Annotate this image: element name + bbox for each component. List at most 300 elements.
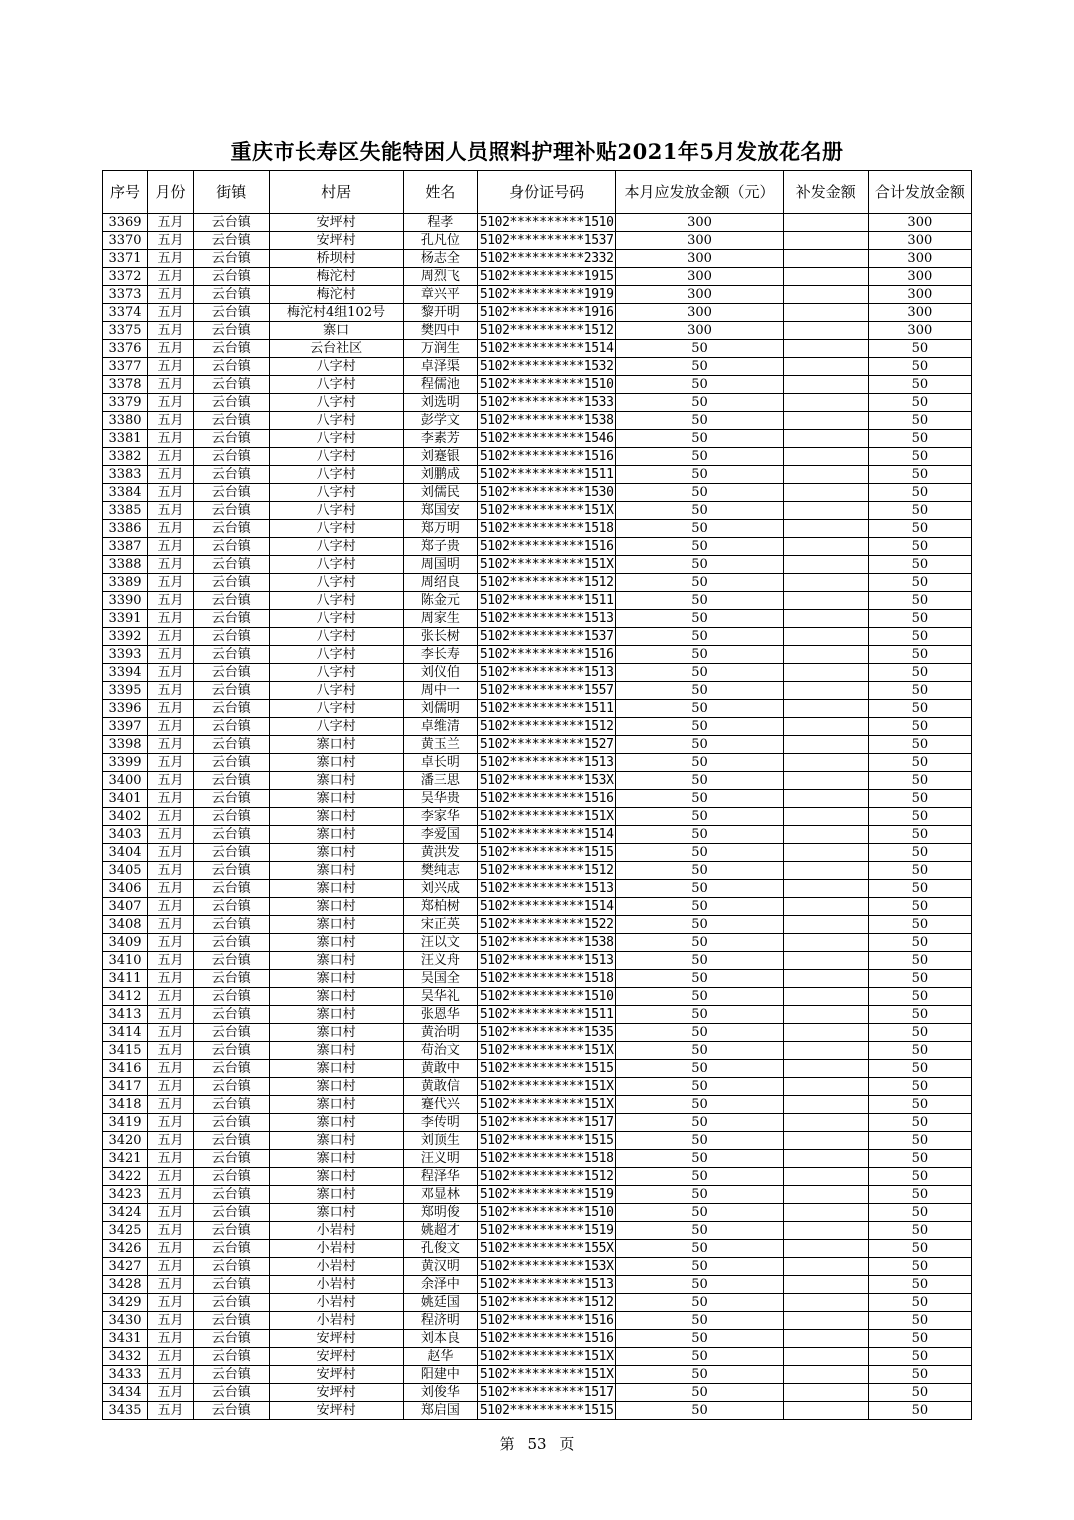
cell-seq: 3383 [103, 466, 148, 484]
cell-name: 程孝 [403, 214, 478, 232]
cell-village: 小岩村 [269, 1240, 403, 1258]
cell-village: 小岩村 [269, 1276, 403, 1294]
cell-seq: 3429 [103, 1294, 148, 1312]
cell-month: 五月 [147, 430, 193, 448]
cell-town: 云台镇 [193, 538, 269, 556]
cell-month: 五月 [147, 304, 193, 322]
cell-village: 八字村 [269, 448, 403, 466]
cell-name: 李爱国 [403, 826, 478, 844]
cell-name: 吴华礼 [403, 988, 478, 1006]
cell-month: 五月 [147, 934, 193, 952]
table-row [103, 412, 972, 430]
cell-monthly-amount: 50 [616, 448, 784, 466]
cell-id-number: 5102**********1537 [478, 628, 616, 646]
table-row [103, 628, 972, 646]
cell-month: 五月 [147, 1024, 193, 1042]
cell-village: 八字村 [269, 592, 403, 610]
table-row [103, 1276, 972, 1294]
cell-town: 云台镇 [193, 610, 269, 628]
cell-supplement-amount [783, 556, 868, 574]
cell-seq: 3418 [103, 1096, 148, 1114]
cell-village: 八字村 [269, 430, 403, 448]
cell-monthly-amount: 50 [616, 916, 784, 934]
cell-village: 寨口村 [269, 1096, 403, 1114]
cell-name: 李素芳 [403, 430, 478, 448]
cell-name: 宋正英 [403, 916, 478, 934]
cell-seq: 3382 [103, 448, 148, 466]
cell-monthly-amount: 50 [616, 1024, 784, 1042]
cell-supplement-amount [783, 1078, 868, 1096]
cell-supplement-amount [783, 862, 868, 880]
cell-seq: 3392 [103, 628, 148, 646]
table-row [103, 952, 972, 970]
cell-id-number: 5102**********1515 [478, 1402, 616, 1420]
cell-total-amount: 50 [868, 574, 971, 592]
cell-id-number: 5102**********1518 [478, 520, 616, 538]
cell-month: 五月 [147, 1114, 193, 1132]
cell-supplement-amount [783, 340, 868, 358]
cell-month: 五月 [147, 844, 193, 862]
cell-monthly-amount: 50 [616, 1114, 784, 1132]
cell-name: 汪义明 [403, 1150, 478, 1168]
cell-total-amount: 50 [868, 394, 971, 412]
table-row [103, 574, 972, 592]
cell-month: 五月 [147, 700, 193, 718]
cell-seq: 3421 [103, 1150, 148, 1168]
cell-month: 五月 [147, 1096, 193, 1114]
cell-village: 八字村 [269, 394, 403, 412]
cell-village: 寨口村 [269, 1132, 403, 1150]
cell-town: 云台镇 [193, 214, 269, 232]
cell-town: 云台镇 [193, 826, 269, 844]
cell-monthly-amount: 300 [616, 322, 784, 340]
header-monthly-amount: 本月应发放金额（元） [616, 171, 784, 214]
cell-total-amount: 300 [868, 250, 971, 268]
cell-supplement-amount [783, 934, 868, 952]
cell-town: 云台镇 [193, 772, 269, 790]
cell-village: 寨口村 [269, 1168, 403, 1186]
cell-supplement-amount [783, 988, 868, 1006]
cell-id-number: 5102**********1510 [478, 1204, 616, 1222]
cell-total-amount: 300 [868, 232, 971, 250]
cell-supplement-amount [783, 610, 868, 628]
cell-supplement-amount [783, 1024, 868, 1042]
cell-supplement-amount [783, 466, 868, 484]
cell-seq: 3393 [103, 646, 148, 664]
cell-village: 寨口村 [269, 1078, 403, 1096]
cell-id-number: 5102**********1546 [478, 430, 616, 448]
cell-monthly-amount: 50 [616, 664, 784, 682]
cell-monthly-amount: 300 [616, 304, 784, 322]
table-row [103, 1078, 972, 1096]
cell-month: 五月 [147, 412, 193, 430]
table-row [103, 448, 972, 466]
table-row [103, 862, 972, 880]
cell-town: 云台镇 [193, 988, 269, 1006]
cell-month: 五月 [147, 826, 193, 844]
cell-total-amount: 50 [868, 1330, 971, 1348]
cell-name: 刘蹇银 [403, 448, 478, 466]
cell-supplement-amount [783, 502, 868, 520]
table-row [103, 376, 972, 394]
cell-name: 黄治明 [403, 1024, 478, 1042]
cell-village: 寨口村 [269, 898, 403, 916]
cell-village: 八字村 [269, 664, 403, 682]
cell-id-number: 5102**********1512 [478, 1168, 616, 1186]
cell-town: 云台镇 [193, 1024, 269, 1042]
cell-seq: 3401 [103, 790, 148, 808]
cell-supplement-amount [783, 772, 868, 790]
cell-id-number: 5102**********1516 [478, 538, 616, 556]
cell-total-amount: 50 [868, 1024, 971, 1042]
cell-seq: 3373 [103, 286, 148, 304]
cell-month: 五月 [147, 1060, 193, 1078]
cell-total-amount: 50 [868, 790, 971, 808]
cell-month: 五月 [147, 610, 193, 628]
cell-total-amount: 50 [868, 1132, 971, 1150]
cell-seq: 3415 [103, 1042, 148, 1060]
cell-total-amount: 50 [868, 754, 971, 772]
cell-supplement-amount [783, 358, 868, 376]
table-row [103, 466, 972, 484]
cell-month: 五月 [147, 1150, 193, 1168]
cell-seq: 3409 [103, 934, 148, 952]
cell-village: 八字村 [269, 610, 403, 628]
table-row [103, 1240, 972, 1258]
cell-monthly-amount: 50 [616, 682, 784, 700]
cell-name: 卓维清 [403, 718, 478, 736]
cell-id-number: 5102**********151X [478, 1366, 616, 1384]
cell-seq: 3398 [103, 736, 148, 754]
cell-seq: 3434 [103, 1384, 148, 1402]
cell-monthly-amount: 50 [616, 772, 784, 790]
cell-seq: 3372 [103, 268, 148, 286]
cell-town: 云台镇 [193, 934, 269, 952]
cell-name: 刘鹏成 [403, 466, 478, 484]
cell-name: 汪义舟 [403, 952, 478, 970]
cell-name: 郑子贵 [403, 538, 478, 556]
cell-name: 郑国安 [403, 502, 478, 520]
cell-village: 寨口村 [269, 916, 403, 934]
cell-monthly-amount: 50 [616, 1348, 784, 1366]
cell-village: 安坪村 [269, 1402, 403, 1420]
cell-month: 五月 [147, 880, 193, 898]
cell-seq: 3423 [103, 1186, 148, 1204]
table-row [103, 1168, 972, 1186]
cell-monthly-amount: 50 [616, 1366, 784, 1384]
cell-id-number: 5102**********1512 [478, 862, 616, 880]
cell-name: 周烈飞 [403, 268, 478, 286]
table-row [103, 520, 972, 538]
cell-town: 云台镇 [193, 286, 269, 304]
cell-monthly-amount: 300 [616, 250, 784, 268]
cell-total-amount: 50 [868, 1348, 971, 1366]
cell-village: 安坪村 [269, 214, 403, 232]
cell-monthly-amount: 50 [616, 844, 784, 862]
cell-total-amount: 50 [868, 448, 971, 466]
cell-monthly-amount: 50 [616, 1060, 784, 1078]
cell-supplement-amount [783, 880, 868, 898]
header-month: 月份 [147, 171, 193, 214]
cell-supplement-amount [783, 1294, 868, 1312]
cell-seq: 3403 [103, 826, 148, 844]
cell-id-number: 5102**********1516 [478, 1330, 616, 1348]
cell-month: 五月 [147, 1078, 193, 1096]
cell-monthly-amount: 50 [616, 1276, 784, 1294]
cell-supplement-amount [783, 448, 868, 466]
table-row [103, 214, 972, 232]
header-row [103, 171, 972, 214]
cell-supplement-amount [783, 646, 868, 664]
cell-name: 周国明 [403, 556, 478, 574]
cell-total-amount: 50 [868, 1006, 971, 1024]
cell-monthly-amount: 300 [616, 232, 784, 250]
cell-supplement-amount [783, 1132, 868, 1150]
cell-month: 五月 [147, 340, 193, 358]
cell-town: 云台镇 [193, 682, 269, 700]
cell-total-amount: 50 [868, 376, 971, 394]
cell-month: 五月 [147, 790, 193, 808]
cell-id-number: 5102**********1516 [478, 448, 616, 466]
cell-town: 云台镇 [193, 754, 269, 772]
cell-month: 五月 [147, 502, 193, 520]
cell-name: 彭学文 [403, 412, 478, 430]
table-row [103, 1132, 972, 1150]
cell-monthly-amount: 50 [616, 1096, 784, 1114]
cell-total-amount: 50 [868, 358, 971, 376]
cell-id-number: 5102**********1514 [478, 340, 616, 358]
cell-total-amount: 300 [868, 286, 971, 304]
cell-town: 云台镇 [193, 394, 269, 412]
cell-village: 八字村 [269, 466, 403, 484]
cell-monthly-amount: 50 [616, 1204, 784, 1222]
cell-name: 潘三思 [403, 772, 478, 790]
cell-seq: 3405 [103, 862, 148, 880]
cell-name: 汪以文 [403, 934, 478, 952]
cell-village: 安坪村 [269, 1384, 403, 1402]
cell-month: 五月 [147, 250, 193, 268]
cell-total-amount: 50 [868, 520, 971, 538]
cell-total-amount: 300 [868, 322, 971, 340]
cell-village: 寨口村 [269, 826, 403, 844]
cell-village: 安坪村 [269, 1348, 403, 1366]
cell-name: 黄洪发 [403, 844, 478, 862]
cell-total-amount: 50 [868, 916, 971, 934]
cell-total-amount: 50 [868, 772, 971, 790]
cell-monthly-amount: 50 [616, 466, 784, 484]
cell-name: 刘儒民 [403, 484, 478, 502]
cell-id-number: 5102**********1527 [478, 736, 616, 754]
cell-name: 孔俊文 [403, 1240, 478, 1258]
cell-village: 八字村 [269, 376, 403, 394]
cell-seq: 3388 [103, 556, 148, 574]
cell-supplement-amount [783, 1366, 868, 1384]
cell-monthly-amount: 50 [616, 970, 784, 988]
cell-id-number: 5102**********1530 [478, 484, 616, 502]
cell-monthly-amount: 50 [616, 394, 784, 412]
cell-supplement-amount [783, 826, 868, 844]
cell-id-number: 5102**********1510 [478, 988, 616, 1006]
cell-total-amount: 50 [868, 592, 971, 610]
cell-supplement-amount [783, 628, 868, 646]
cell-name: 邓显林 [403, 1186, 478, 1204]
cell-seq: 3378 [103, 376, 148, 394]
header-town: 街镇 [193, 171, 269, 214]
cell-supplement-amount [783, 1312, 868, 1330]
cell-name: 姚超才 [403, 1222, 478, 1240]
table-row [103, 304, 972, 322]
cell-name: 樊纯志 [403, 862, 478, 880]
table-row [103, 700, 972, 718]
table-row [103, 538, 972, 556]
cell-seq: 3406 [103, 880, 148, 898]
cell-monthly-amount: 50 [616, 358, 784, 376]
cell-id-number: 5102**********1557 [478, 682, 616, 700]
table-row [103, 502, 972, 520]
cell-total-amount: 50 [868, 1402, 971, 1420]
cell-village: 寨口村 [269, 1186, 403, 1204]
cell-total-amount: 50 [868, 1312, 971, 1330]
cell-supplement-amount [783, 916, 868, 934]
cell-town: 云台镇 [193, 880, 269, 898]
cell-id-number: 5102**********1515 [478, 844, 616, 862]
cell-name: 刘选明 [403, 394, 478, 412]
cell-month: 五月 [147, 394, 193, 412]
table-row [103, 754, 972, 772]
cell-seq: 3420 [103, 1132, 148, 1150]
cell-town: 云台镇 [193, 1348, 269, 1366]
cell-town: 云台镇 [193, 1384, 269, 1402]
cell-monthly-amount: 50 [616, 790, 784, 808]
cell-id-number: 5102**********1538 [478, 934, 616, 952]
cell-supplement-amount [783, 1150, 868, 1168]
cell-month: 五月 [147, 232, 193, 250]
cell-monthly-amount: 50 [616, 340, 784, 358]
cell-month: 五月 [147, 556, 193, 574]
footer-suffix: 页 [559, 1435, 575, 1453]
cell-id-number: 5102**********1517 [478, 1384, 616, 1402]
cell-monthly-amount: 50 [616, 862, 784, 880]
table-row [103, 790, 972, 808]
cell-id-number: 5102**********151X [478, 808, 616, 826]
cell-supplement-amount [783, 736, 868, 754]
cell-id-number: 5102**********151X [478, 1348, 616, 1366]
cell-name: 刘儒明 [403, 700, 478, 718]
cell-seq: 3390 [103, 592, 148, 610]
table-row [103, 934, 972, 952]
cell-supplement-amount [783, 1348, 868, 1366]
cell-name: 卓长明 [403, 754, 478, 772]
cell-total-amount: 50 [868, 826, 971, 844]
cell-supplement-amount [783, 808, 868, 826]
table-row [103, 1222, 972, 1240]
table-row [103, 232, 972, 250]
header-total-amount: 合计发放金额 [868, 171, 971, 214]
cell-name: 黄敢信 [403, 1078, 478, 1096]
table-row [103, 592, 972, 610]
cell-id-number: 5102**********1511 [478, 1006, 616, 1024]
cell-seq: 3380 [103, 412, 148, 430]
cell-seq: 3432 [103, 1348, 148, 1366]
cell-village: 寨口村 [269, 988, 403, 1006]
cell-name: 杨志全 [403, 250, 478, 268]
cell-id-number: 5102**********1915 [478, 268, 616, 286]
header-village: 村居 [269, 171, 403, 214]
cell-total-amount: 50 [868, 988, 971, 1006]
cell-monthly-amount: 50 [616, 1330, 784, 1348]
cell-total-amount: 50 [868, 880, 971, 898]
table-row [103, 646, 972, 664]
cell-supplement-amount [783, 322, 868, 340]
cell-id-number: 5102**********1512 [478, 718, 616, 736]
cell-month: 五月 [147, 1312, 193, 1330]
cell-seq: 3402 [103, 808, 148, 826]
cell-monthly-amount: 50 [616, 412, 784, 430]
cell-total-amount: 50 [868, 898, 971, 916]
cell-seq: 3427 [103, 1258, 148, 1276]
cell-town: 云台镇 [193, 1240, 269, 1258]
cell-town: 云台镇 [193, 1276, 269, 1294]
cell-name: 郑明俊 [403, 1204, 478, 1222]
cell-name: 孔凡位 [403, 232, 478, 250]
cell-name: 刘俊华 [403, 1384, 478, 1402]
cell-supplement-amount [783, 682, 868, 700]
cell-name: 李家华 [403, 808, 478, 826]
cell-id-number: 5102**********1516 [478, 1312, 616, 1330]
cell-total-amount: 50 [868, 484, 971, 502]
cell-supplement-amount [783, 430, 868, 448]
cell-seq: 3396 [103, 700, 148, 718]
cell-total-amount: 50 [868, 1168, 971, 1186]
cell-monthly-amount: 50 [616, 610, 784, 628]
cell-id-number: 5102**********1519 [478, 1186, 616, 1204]
table-row [103, 1366, 972, 1384]
cell-town: 云台镇 [193, 1204, 269, 1222]
cell-total-amount: 50 [868, 1150, 971, 1168]
cell-town: 云台镇 [193, 1114, 269, 1132]
cell-village: 寨口村 [269, 1150, 403, 1168]
cell-village: 寨口村 [269, 1204, 403, 1222]
cell-town: 云台镇 [193, 466, 269, 484]
cell-seq: 3433 [103, 1366, 148, 1384]
cell-town: 云台镇 [193, 520, 269, 538]
cell-village: 寨口村 [269, 934, 403, 952]
cell-id-number: 5102**********1518 [478, 1150, 616, 1168]
cell-total-amount: 50 [868, 1258, 971, 1276]
table-row [103, 718, 972, 736]
cell-month: 五月 [147, 1186, 193, 1204]
cell-supplement-amount [783, 574, 868, 592]
cell-monthly-amount: 50 [616, 574, 784, 592]
cell-village: 寨口村 [269, 844, 403, 862]
cell-id-number: 5102**********151X [478, 502, 616, 520]
cell-name: 苟治文 [403, 1042, 478, 1060]
cell-village: 八字村 [269, 556, 403, 574]
cell-month: 五月 [147, 988, 193, 1006]
cell-month: 五月 [147, 952, 193, 970]
cell-id-number: 5102**********1513 [478, 610, 616, 628]
cell-seq: 3387 [103, 538, 148, 556]
cell-total-amount: 50 [868, 952, 971, 970]
cell-supplement-amount [783, 1060, 868, 1078]
cell-name: 刘仪伯 [403, 664, 478, 682]
cell-town: 云台镇 [193, 844, 269, 862]
cell-town: 云台镇 [193, 862, 269, 880]
cell-month: 五月 [147, 682, 193, 700]
cell-town: 云台镇 [193, 1168, 269, 1186]
cell-id-number: 5102**********1537 [478, 232, 616, 250]
table-row [103, 826, 972, 844]
